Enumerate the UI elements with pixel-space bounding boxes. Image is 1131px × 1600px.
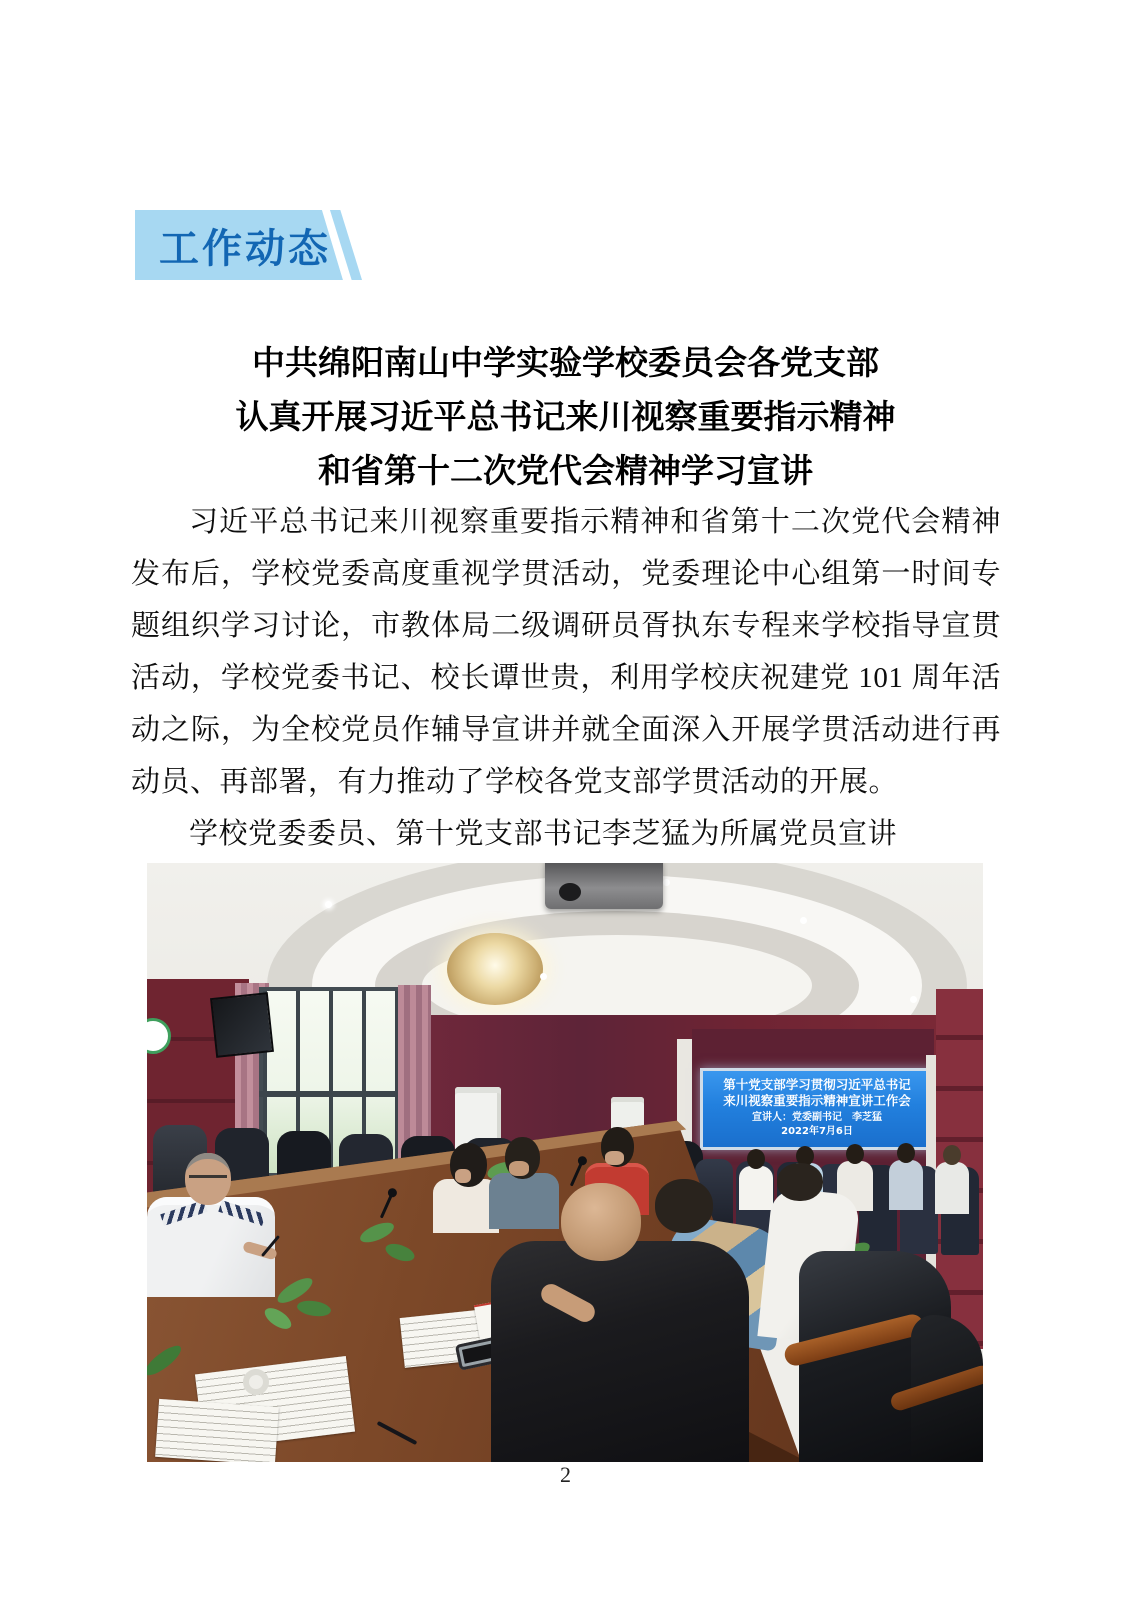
attendee	[739, 1166, 773, 1210]
body-line: 活动，学校党委书记、校长谭世贵，利用学校庆祝建党 101 周年活	[131, 662, 1001, 694]
title-line: 中共绵阳南山中学实验学校委员会各党支部	[252, 343, 879, 382]
section-badge	[135, 210, 371, 280]
article-body	[131, 496, 1001, 860]
paper	[155, 1399, 279, 1462]
attendee-head	[655, 1179, 713, 1233]
attendee-head	[777, 1163, 823, 1201]
attendee-head	[747, 1149, 765, 1169]
attendee-face	[455, 1169, 471, 1183]
screen-text-line: 宣讲人：党委副书记 李芝猛	[752, 1112, 882, 1123]
attendee-man	[489, 1173, 559, 1229]
screen-text-line: 2022年7月6日	[781, 1126, 853, 1137]
presentation-screen	[700, 1068, 934, 1150]
chandelier	[447, 933, 543, 1005]
screen-text-line: 第十党支部学习贯彻习近平总书记	[723, 1077, 911, 1092]
meeting-room-photo	[147, 863, 983, 1462]
body-line: 习近平总书记来川视察重要指示精神和省第十二次党代会精神	[189, 506, 1001, 538]
projector-lens	[559, 883, 581, 901]
body-line: 发布后，学校党委高度重视学贯活动，党委理论中心组第一时间专	[131, 558, 1001, 590]
window	[259, 987, 410, 1177]
projector	[545, 863, 663, 909]
attendee	[935, 1162, 969, 1214]
glasses	[189, 1175, 227, 1178]
body-line: 动之际，为全校党员作辅导宣讲并就全面深入开展学贯活动进行再	[131, 714, 1001, 746]
title-line: 和省第十二次党代会精神学习宣讲	[318, 451, 813, 490]
attendee-bald-man	[491, 1241, 749, 1462]
screen-text-line: 来川视察重要指示精神宣讲工作会	[723, 1093, 911, 1108]
attendee-head	[846, 1144, 864, 1164]
title-line: 认真开展习近平总书记来川视察重要指示精神	[235, 397, 896, 436]
body-line: 动员、再部署，有力推动了学校各党支部学贯活动的开展。	[131, 766, 899, 798]
attendee-head	[561, 1183, 641, 1261]
body-line: 学校党委委员、第十党支部书记李芝猛为所属党员宣讲	[189, 818, 898, 850]
attendee-head	[943, 1145, 961, 1165]
attendee-face	[509, 1161, 529, 1176]
window-bar	[259, 1091, 402, 1097]
wall-tv	[210, 992, 274, 1058]
attendee	[889, 1160, 923, 1210]
ceiling-downlights	[325, 901, 332, 908]
article-title	[0, 336, 1131, 498]
attendee-head	[897, 1143, 915, 1163]
body-line: 题组织学习讨论，市教体局二级调研员胥执东专程来学校指导宣贯	[131, 610, 1001, 642]
section-badge-label: 工作动态	[159, 225, 331, 272]
table-coaster	[243, 1369, 269, 1395]
attendee-face	[605, 1151, 624, 1165]
attendee-head	[185, 1153, 231, 1205]
page-number: 2	[560, 1462, 571, 1487]
